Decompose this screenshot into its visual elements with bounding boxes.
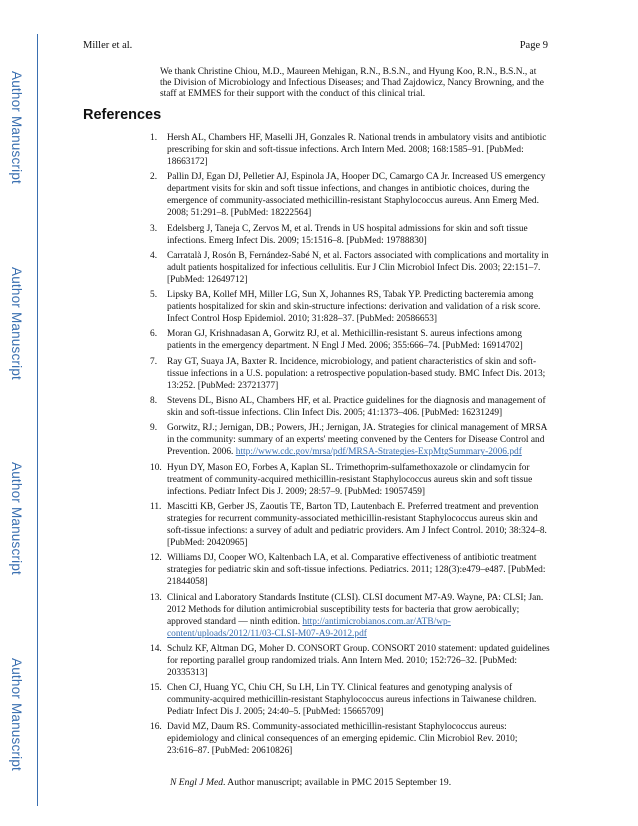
running-header-author: Miller et al. [83,40,133,51]
reference-item [150,643,550,679]
reference-number: 1. [150,133,158,143]
reference-number: 15. [150,683,162,694]
reference-text: Stevens DL, Bisno AL, Chambers HF, et al. Practice guidelines for the diagnosis and management of skin and soft-tissue infections. Clin Infect Dis. 2005; 41:1373–406. [PubMed: 16231249] [167,396,546,419]
reference-number: 6. [150,329,158,340]
reference-text: Williams DJ, Cooper WO, Kaltenbach LA, et al. Comparative effectiveness of antibiotic treatment strategies for pediatric skin and soft-tissue infections. Pediatrics. 2011; 128(3):e479–e487. [PubMed: 21844058] [167,553,546,588]
reference-item [150,289,550,325]
reference-text: Schulz KF, Altman DG, Moher D. CONSORT Group. CONSORT 2010 statement: updated guidelines for reporting parallel group randomized trials. Ann Intern Med. 2010; 152:726–32. [PubMed: 20335313] [167,643,550,678]
reference-number: 9. [150,423,158,434]
reference-item [150,552,550,588]
reference-text: Clinical and Laboratory Standards Institute (CLSI). CLSI document M7-A9. Wayne, PA: CLSI; Jan. 2012 Methods for dilution antimicrobial susceptibility tests for bacteria that grow aerobically; approved standard — ninth edition. [167,592,544,627]
reference-item [150,682,550,718]
reference-item [150,328,550,352]
reference-number: 14. [150,643,162,654]
reference-text: Hersh AL, Chambers HF, Maselli JH, Gonzales R. National trends in ambulatory visits and antibiotic prescribing for skin and soft-tissue infections. Arch Intern Med. 2008; 168:1585–91. [PubMed: 18663172] [167,133,547,167]
reference-number: 16. [150,722,162,733]
reference-list [150,132,550,761]
reference-number: 4. [150,250,158,261]
footer-text: . Author manuscript; available in PMC 2015 September 19. [223,777,452,788]
acknowledgment-paragraph: We thank Christine Chiou, M.D., Maureen Mehigan, R.N., B.S.N., and Hyung Koo, R.N., B.S.N., at the Division of Microbiology and Infectious Diseases; and Thad Zajdowicz, Nancy Browning, and the staff at EMMES for their support with the conduct of this clinical trial. [160,67,544,100]
reference-number: 7. [150,356,158,367]
reference-text: Carratalà J, Rosón B, Fernández-Sabé N, et al. Factors associated with complications and mortality in adult patients hospitalized for infectious cellulitis. Eur J Clin Microbiol Infect Dis. 2003; 22:151–7. [PubMed: 12649712] [167,250,549,285]
reference-number: 2. [150,172,158,183]
reference-number: 10. [150,462,162,473]
side-label-2: Author Manuscript [8,266,24,380]
reference-item [150,592,550,640]
reference-text: Edelsberg J, Taneja C, Zervos M, et al. Trends in US hospital admissions for skin and soft tissue infections. Emerg Infect Dis. 2009; 15:1516–8. [PubMed: 19788830] [167,223,528,246]
reference-text: Pallin DJ, Egan DJ, Pelletier AJ, Espinola JA, Hooper DC, Camargo CA Jr. Increased US emergency department visits for skin and soft tissue infections, and changes in antibiotic choices, during the emergence of community-associated methicillin-resistant Staphylococcus aureus. Ann Emerg Med. 2008; 51:291–8. [PubMed: 18222564] [167,172,546,219]
reference-item [150,501,550,549]
reference-number: 8. [150,396,158,407]
reference-text: Lipsky BA, Kollef MH, Miller LG, Sun X, Johannes RS, Tabak YP. Predicting bacteremia among patients hospitalized for skin and skin-structure infections: derivation and validation of a risk score. Infect Control Hosp Epidemiol. 2010; 31:828–37. [PubMed: 20586653] [167,290,541,325]
reference-item [150,462,550,498]
reference-link[interactable]: http://www.cdc.gov/mrsa/pdf/MRSA-Strategies-ExpMtgSummary-2006.pdf [235,447,522,458]
reference-text: Mascitti KB, Gerber JS, Zaoutis TE, Barton TD, Lautenbach E. Preferred treatment and prevention strategies for recurrent community-associated methicillin-resistant Staphylococcus aureus skin and soft-tissue infections: a survey of adult and pediatric providers. Am J Infect Control. 2010; 38:324–8. [PubMed: 20420965] [167,501,547,548]
reference-text: Chen CJ, Huang YC, Chiu CH, Su LH, Lin TY. Clinical features and genotyping analysis of community-acquired methicillin-resistant Staphylococcus aureus infections in Taiwanese children. Pediatr Infect Dis J. 2005; 24:40–5. [PubMed: 15665709] [167,683,537,718]
reference-number: 5. [150,290,158,301]
footer-citation [170,777,451,788]
side-label-4: Author Manuscript [8,657,24,771]
reference-link[interactable]: http://antimicrobianos.com.ar/ATB/wp-content/uploads/2012/11/03-CLSI-M07-A9-2012.pdf [167,616,451,639]
reference-text: Moran GJ, Krishnadasan A, Gorwitz RJ, et al. Methicillin-resistant S. aureus infections among patients in the emergency department. N Engl J Med. 2006; 355:666–74. [PubMed: 16914702] [167,329,523,352]
side-label-1: Author Manuscript [8,70,24,184]
reference-text: Hyun DY, Mason EO, Forbes A, Kaplan SL. Trimethoprim-sulfamethoxazole or clindamycin for treatment of community-acquired methicillin-resistant Staphylococcus aureus skin and soft tissue infections. Pediatr Infect Dis J. 2009; 28:57–9. [PubMed: 19057459] [167,462,533,497]
reference-text: David MZ, Daum RS. Community-associated methicillin-resistant Staphylococcus aureus: epidemiology and clinical consequences of an emerging epidemic. Clin Microbiol Rev. 2010; 23:616–87. [PubMed: 20610826] [167,722,518,757]
reference-item [150,721,550,757]
reference-item [150,171,550,219]
reference-item [150,395,550,419]
page-number: Page 9 [519,40,548,51]
reference-item [150,422,550,458]
reference-text: Gorwitz, RJ.; Jernigan, DB.; Powers, JH.; Jernigan, JA. Strategies for clinical management of MRSA in the community: summary of an experts' meeting convened by the Centers for Disease Control and Prevention. 2006. [167,423,547,458]
references-heading: References [83,107,162,123]
reference-item [150,356,550,392]
reference-item [150,250,550,286]
reference-number: 3. [150,223,158,234]
reference-item [150,132,550,168]
footer-journal: N Engl J Med [170,777,224,788]
side-divider [37,34,38,806]
side-label-3: Author Manuscript [8,461,24,575]
reference-text: Ray GT, Suaya JA, Baxter R. Incidence, microbiology, and patient characteristics of skin and soft-tissue infections in a U.S. population: a retrospective population-based study. BMC Infect Dis. 2013; 13:252. [PubMed: 23721377] [167,356,546,391]
reference-number: 13. [150,592,162,603]
reference-number: 11. [150,501,162,512]
reference-number: 12. [150,553,162,564]
reference-item [150,223,550,247]
